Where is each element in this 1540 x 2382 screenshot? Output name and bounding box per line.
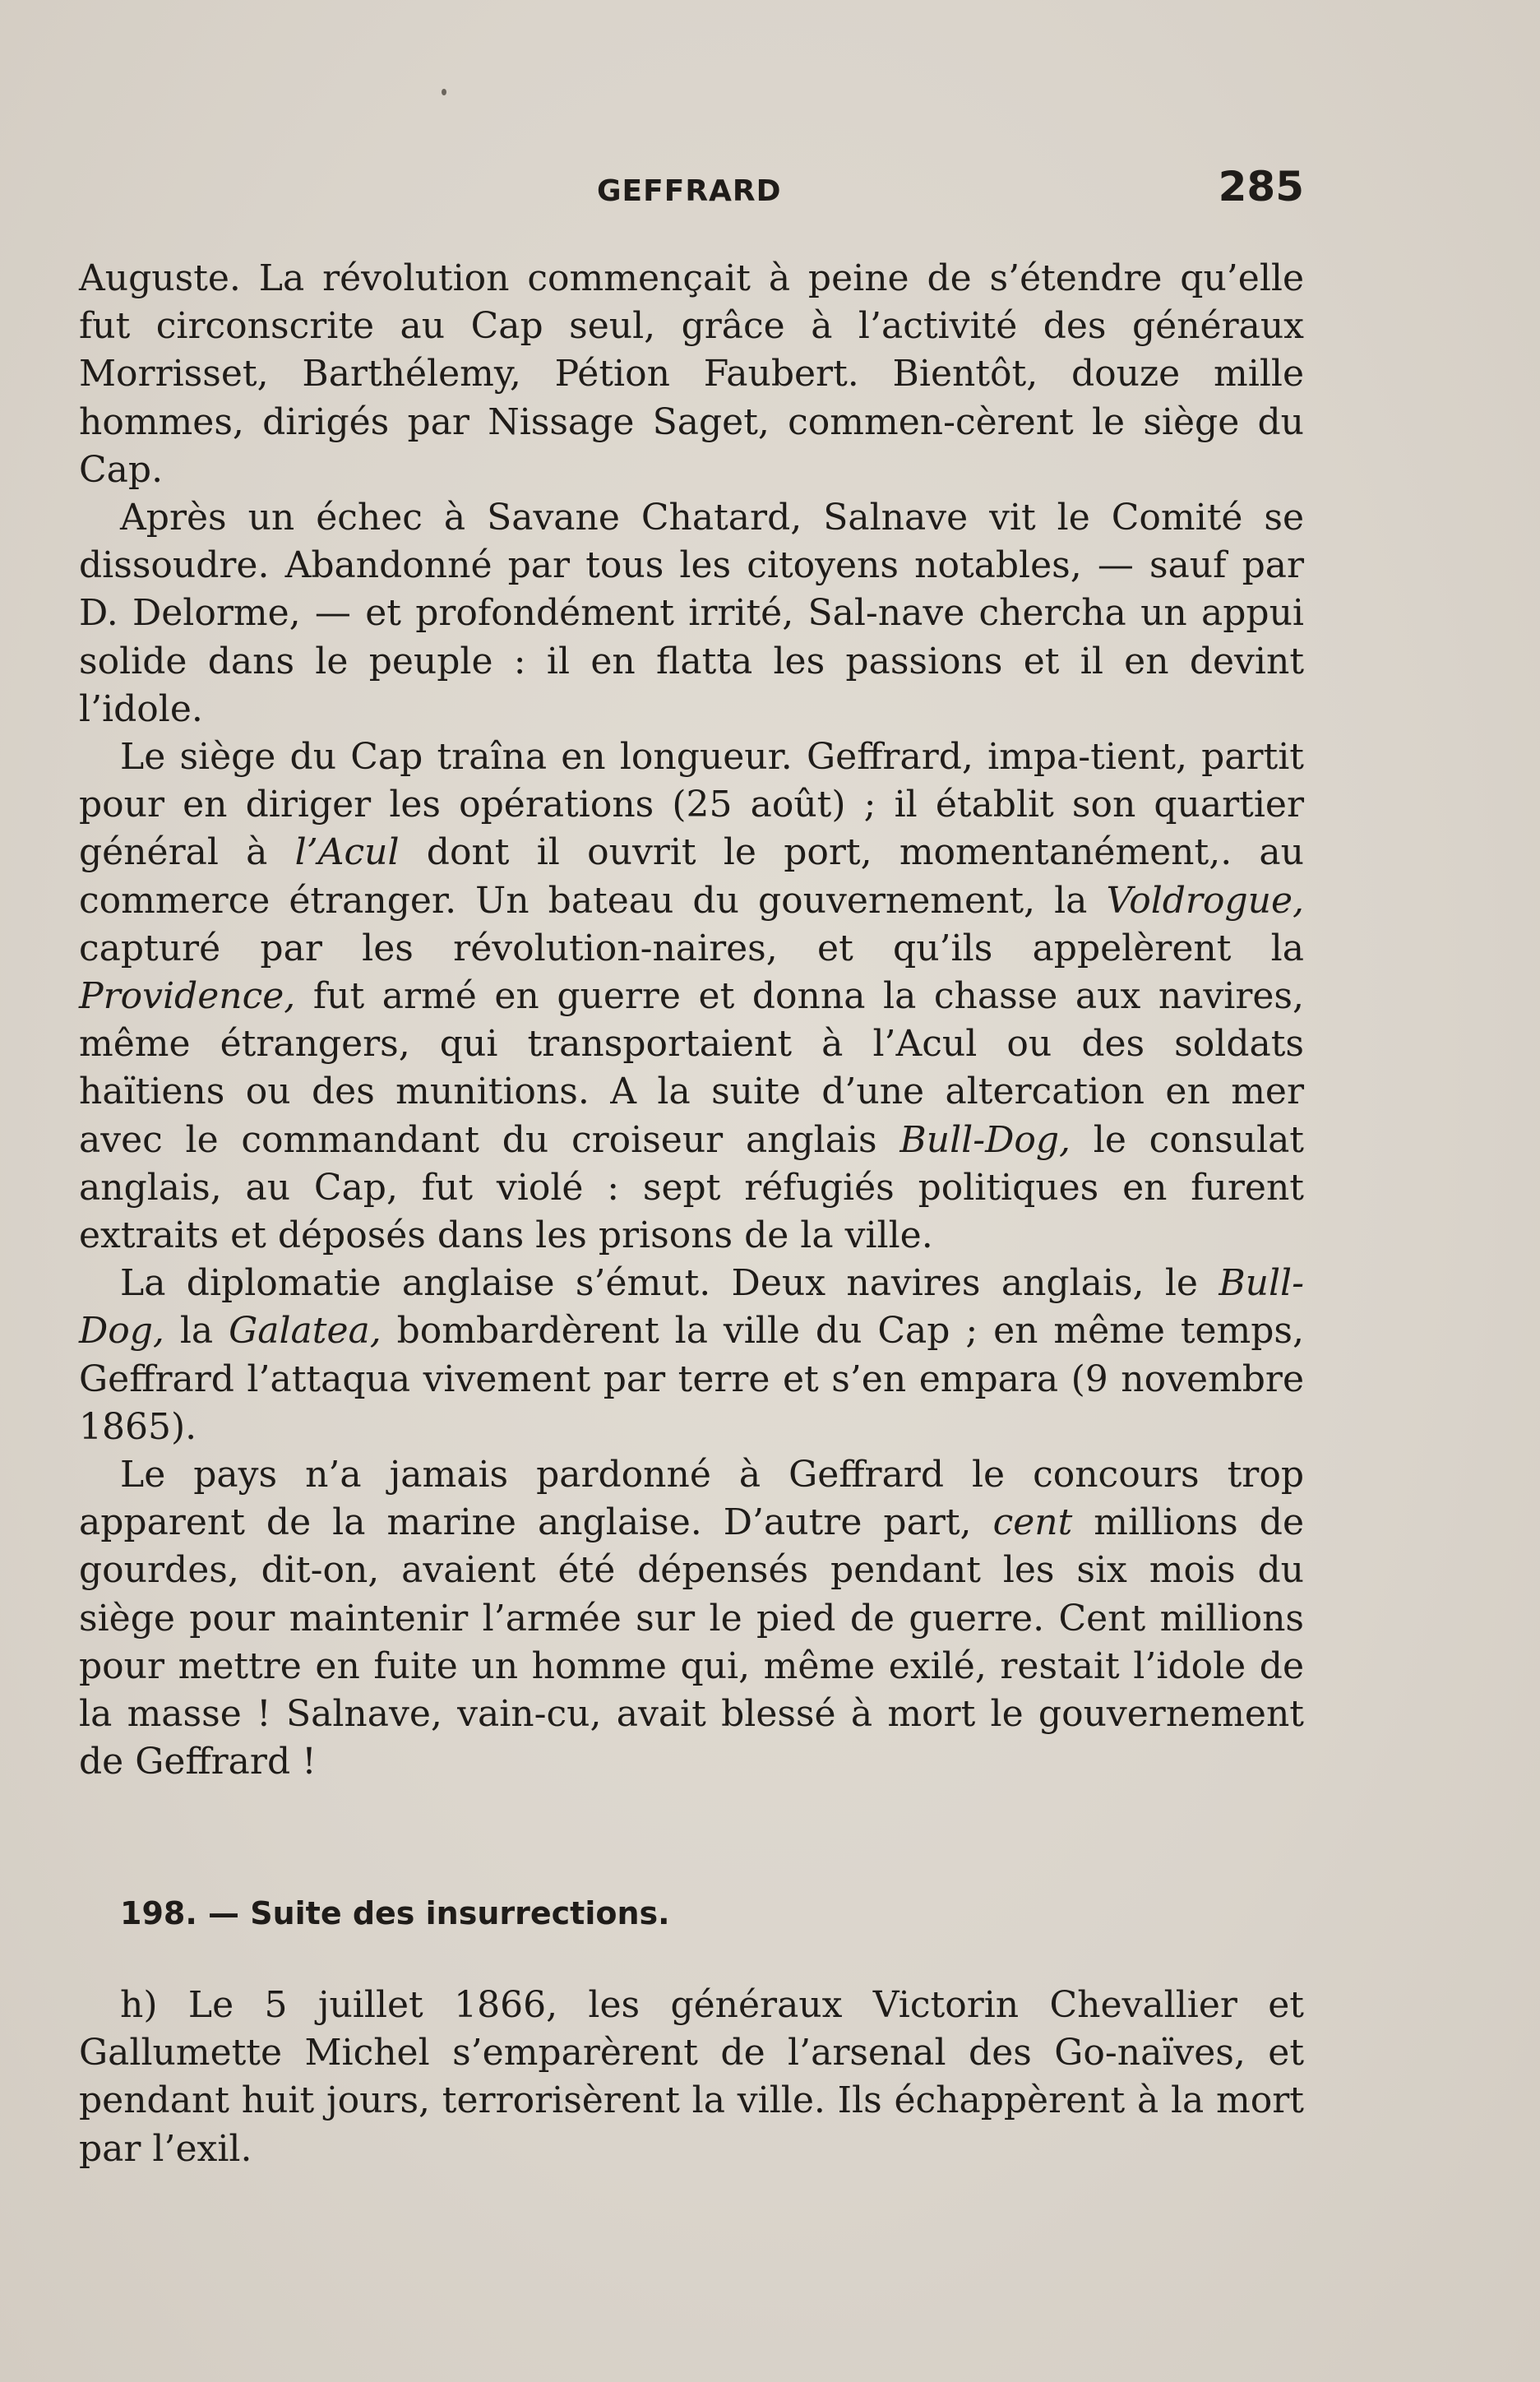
paragraph-2-text: Après un échec à Savane Chatard, Salnave vit le Comité se dissoudre. Abandonné par tous les citoyens notables, — sauf par D. Delorme, — et profondément irrité, Sal-nave chercha un appui solide dans le peuple : il en flatta les passions et il en devint l’idole. [79,497,1304,730]
paragraph-4-text: La diplomatie anglaise s’émut. Deux navires anglais, le [120,1262,1219,1305]
paragraph-2 [79,494,1304,733]
paragraph-3-text: dont il ouvrit le port, momentanément,. au commerce étranger. Un bateau du gouvernement, la [79,831,1304,922]
emphasis-cent: cent [992,1501,1073,1544]
paragraph-3 [79,733,1304,1260]
paragraph-4 [79,1260,1304,1451]
ship-name-providence: Providence, [79,975,296,1018]
section-paragraph: h) Le 5 juillet 1866, les généraux Victorin Chevallier et Gallumette Michel s’emparèrent de l’arsenal des Go-naïves, et pendant huit jours, terrorisèrent la ville. Ils échappèrent à la mort par l’exil. [79,1984,1304,2170]
section-heading: 198. — Suite des insurrections. [120,1895,670,1931]
body-text [79,255,1304,1787]
ship-name-voldrogue: Voldrogue, [1106,879,1304,922]
paragraph-3-text: Le siège du Cap traîna en longueur. Geffrard, impa-tient, partit pour en diriger les opérations (25 août) ; il établit son quartier général à [79,736,1304,874]
ship-name-bull-dog: Bull-Dog, [79,1262,1304,1353]
running-title: GEFFRARD [597,174,782,208]
paragraph-1 [79,255,1304,494]
paragraph-5-text: Le pays n’a jamais pardonné à Geffrard le concours trop apparent de la marine anglaise. D’autre part, [79,1454,1304,1544]
place-name-acul: l’Acul [294,831,400,874]
ship-name-bull-dog: Bull-Dog, [899,1118,1071,1161]
paragraph-3-text: le consulat anglais, au Cap, fut violé : sept réfugiés politiques en furent extraits et déposés dans les prisons de la ville. [79,1118,1304,1257]
page-number: 285 [1218,163,1304,210]
paragraph-3-text: capturé par les révolution-naires, et qu’ils appelèrent la [79,927,1304,969]
paragraph-4-text: bombardèrent la ville du Cap ; en même temps, Geffrard l’attaqua vivement par terre et s’en empara (9 novembre 1865). [79,1310,1304,1448]
paragraph-1-text: Auguste. La révolution commençait à peine de s’étendre qu’elle fut circonscrite au Cap seul, grâce à l’activité des généraux Morrisset, Barthélemy, Pétion Faubert. Bientôt, douze mille hommes, dirigés par Nissage Saget, commen-cèrent le siège du Cap. [79,257,1304,491]
paragraph-5-text: millions de gourdes, dit-on, avaient été dépensés pendant les six mois du siège pour maintenir l’armée sur le pied de guerre. Cent millions pour mettre en fuite un homme qui, même exilé, restait l’idole de la masse ! Salnave, vain-cu, avait blessé à mort le gouvernement de Geffrard ! [79,1501,1304,1783]
paragraph-3-text: fut armé en guerre et donna la chasse aux navires, même étrangers, qui transportaient à l’Acul ou des soldats haïtiens ou des munitions. A la suite d’une altercation en mer avec le commandant du croiseur anglais [79,975,1304,1161]
ink-speck [442,89,446,95]
running-head [79,163,1304,212]
paragraph-5 [79,1451,1304,1786]
paragraph-4-text: la [164,1310,229,1353]
ship-name-galatea: Galatea, [229,1310,382,1353]
